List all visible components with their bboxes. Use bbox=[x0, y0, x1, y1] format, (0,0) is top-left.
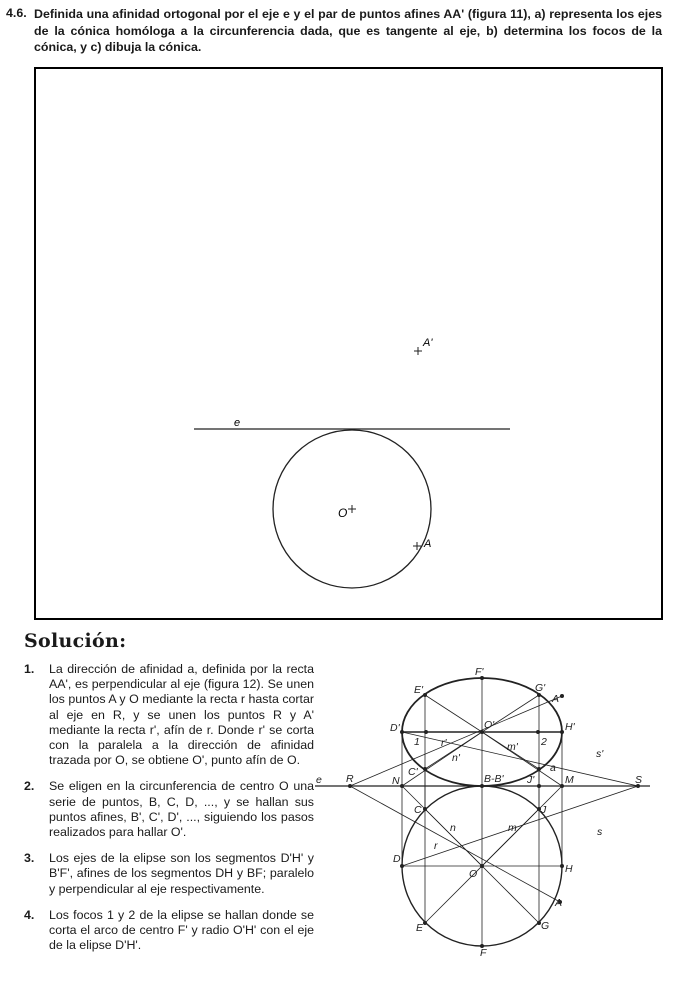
label-H: H bbox=[565, 863, 573, 875]
label-A: A bbox=[424, 538, 432, 550]
point-O-marker bbox=[348, 505, 356, 513]
step-text: La dirección de afinidad a, definida por la recta AA', es perpendicular al eje (figura 12). Se unen los puntos A y O mediante la recta r hasta cortar al eje en R, y se unen los puntos R y A' mediante la recta r', afín de r. Donde r' se corta con la paralela a la dirección de afinidad trazada por O, se obtiene O', punto afín de O. bbox=[49, 662, 314, 768]
label-rp: r' bbox=[441, 737, 447, 749]
step-3 bbox=[24, 851, 314, 897]
label-F: F bbox=[480, 947, 487, 959]
label-m: m bbox=[508, 822, 517, 834]
figure-11-frame bbox=[34, 67, 663, 620]
label-O: O bbox=[469, 868, 478, 880]
label-e: e bbox=[234, 417, 241, 429]
label-s: s bbox=[597, 826, 603, 838]
point-markers bbox=[348, 676, 643, 948]
label-np: n' bbox=[452, 752, 460, 764]
label-M: M bbox=[565, 774, 574, 786]
point-Aprime-marker bbox=[414, 347, 422, 355]
solution-title: Solución: bbox=[24, 630, 127, 652]
label-Ep: E' bbox=[414, 684, 424, 696]
step-number: 4. bbox=[24, 907, 35, 922]
figure-11 bbox=[36, 69, 665, 622]
label-J: J bbox=[541, 804, 547, 816]
label-Aprime: A' bbox=[423, 337, 433, 349]
line-r-prime bbox=[350, 696, 562, 786]
label-focus-1: 1 bbox=[414, 736, 420, 748]
label-e: e bbox=[316, 774, 322, 786]
figure-12-drawing bbox=[310, 665, 660, 960]
step-1 bbox=[24, 662, 314, 768]
step-text: Se eligen en la circunferencia de centro O una serie de puntos, B, C, D, ..., y se hallan sus puntos afines, B', C', D', ..., siguiendo los pasos realizados para hallar O'. bbox=[49, 779, 314, 840]
label-n: n bbox=[450, 822, 456, 834]
step-number: 2. bbox=[24, 779, 35, 794]
figure-12 bbox=[310, 665, 660, 965]
label-BBp: B-B' bbox=[484, 773, 504, 785]
label-sp: s' bbox=[596, 748, 604, 760]
line-n bbox=[402, 786, 482, 866]
label-Hp: H' bbox=[565, 721, 575, 733]
step-number: 1. bbox=[24, 662, 35, 676]
label-O: O bbox=[338, 506, 348, 520]
line-r bbox=[350, 786, 560, 902]
label-Gp: G' bbox=[535, 682, 546, 694]
problem-statement: Definida una afinidad ortogonal por el eje e y el par de puntos afines AA' (figura 11), a) representa los ejes de la cónica homóloga a la circunferencia dada, que es tangente al eje, b) determina los focos de la cónica, y c) dibuja la cónica. bbox=[34, 7, 662, 54]
label-Op: O' bbox=[484, 719, 495, 731]
label-Dp: D' bbox=[390, 722, 400, 734]
label-a: a bbox=[550, 762, 556, 774]
label-Cp: C' bbox=[408, 766, 418, 778]
label-Jp: J' bbox=[527, 774, 535, 786]
label-r: r bbox=[434, 840, 438, 852]
label-R: R bbox=[346, 773, 354, 785]
label-mp: m' bbox=[507, 741, 518, 753]
label-focus-2: 2 bbox=[541, 736, 547, 748]
label-C: C bbox=[414, 804, 422, 816]
step-number: 3. bbox=[24, 851, 35, 866]
label-G: G bbox=[541, 920, 550, 932]
step-text: Los ejes de la elipse son los segmentos D'H' y B'F', afines de los segmentos DH y BF; paralelo y perpendicular al eje respectivamente. bbox=[49, 851, 314, 896]
step-4 bbox=[24, 908, 314, 954]
step-text: Los focos 1 y 2 de la elipse se hallan donde se corta el arco de centro F' y radio O'H' con el eje de la elipse D'H'. bbox=[49, 907, 314, 953]
line-s bbox=[402, 786, 638, 866]
label-Fp: F' bbox=[475, 666, 484, 678]
problem-number: 4.6. bbox=[6, 6, 27, 20]
line-m bbox=[482, 786, 562, 866]
solution-steps bbox=[24, 662, 314, 964]
step-2 bbox=[24, 779, 314, 840]
label-N: N bbox=[392, 775, 400, 787]
label-D: D bbox=[393, 853, 401, 865]
label-A: A bbox=[555, 897, 563, 909]
label-E: E bbox=[416, 922, 424, 934]
label-S: S bbox=[635, 774, 643, 786]
label-Ap: A' bbox=[552, 693, 562, 705]
